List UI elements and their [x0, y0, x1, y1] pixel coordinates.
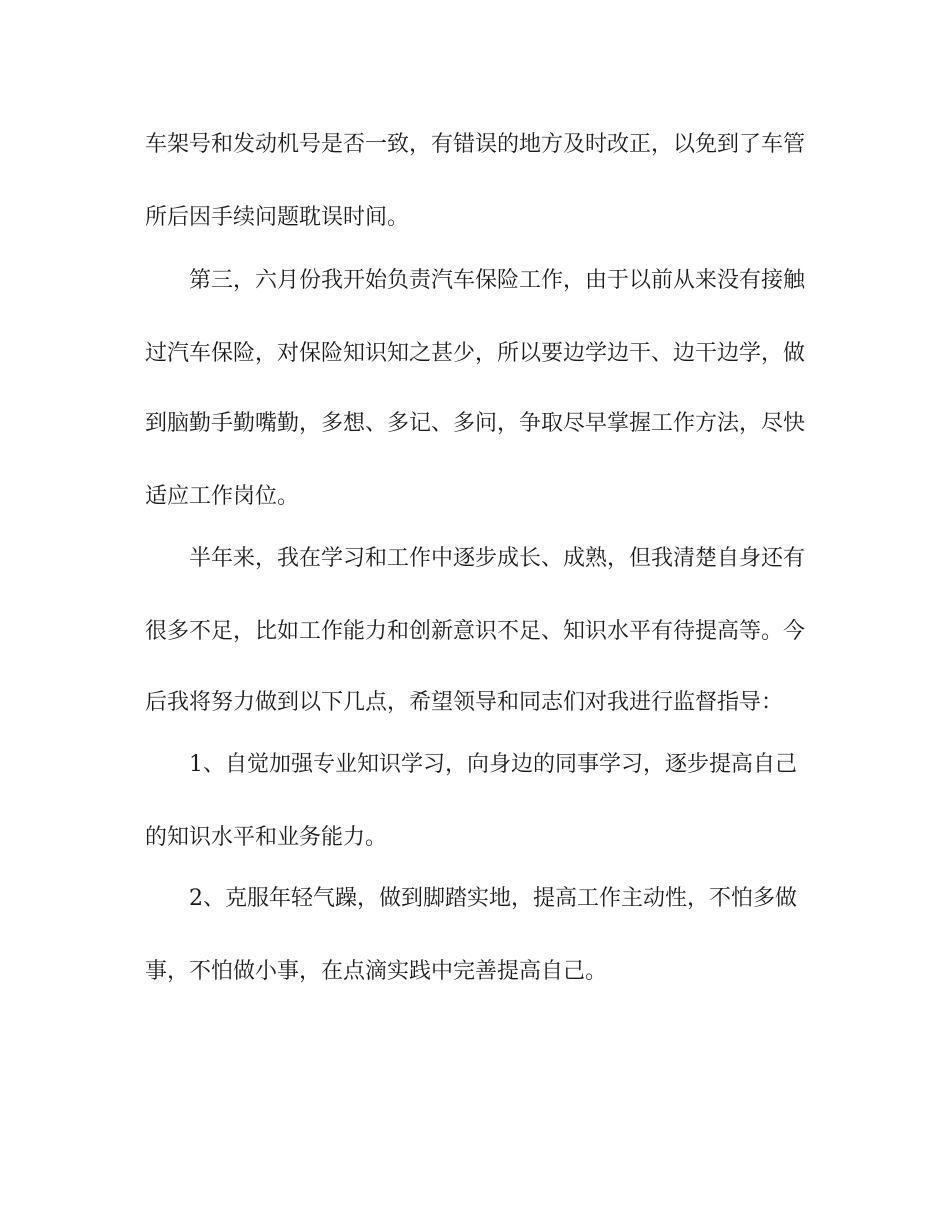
paragraph-line: 第三，六月份我开始负责汽车保险工作，由于以前从来没有接触 [189, 268, 806, 293]
paragraph-line: 车架号和发动机号是否一致，有错误的地方及时改正，以免到了车管 [145, 132, 806, 157]
paragraph-line: 半年来，我在学习和工作中逐步成长、成熟，但我清楚自身还有 [189, 546, 806, 571]
paragraph-line: 很多不足，比如工作能力和创新意识不足、知识水平有待提高等。今 [145, 619, 806, 644]
paragraph-line: 所后因手续问题耽误时间。 [145, 205, 410, 230]
paragraph-line: 后我将努力做到以下几点，希望领导和同志们对我进行监督指导： [145, 690, 784, 715]
paragraph-line: 的知识水平和业务能力。 [145, 825, 388, 850]
paragraph-line: 适应工作岗位。 [145, 484, 300, 509]
paragraph-line: 到脑勤手勤嘴勤，多想、多记、多问，争取尽早掌握工作方法，尽快 [145, 411, 806, 436]
paragraph-line: 事，不怕做小事，在点滴实践中完善提高自己。 [145, 959, 608, 984]
paragraph-line: 过汽车保险，对保险知识知之甚少，所以要边学边干、边干边学，做 [145, 341, 806, 366]
paragraph-line: 1、自觉加强专业知识学习，向身边的同事学习，逐步提高自己 [189, 752, 797, 777]
paragraph-line: 2、克服年轻气躁，做到脚踏实地，提高工作主动性，不怕多做 [189, 886, 797, 911]
